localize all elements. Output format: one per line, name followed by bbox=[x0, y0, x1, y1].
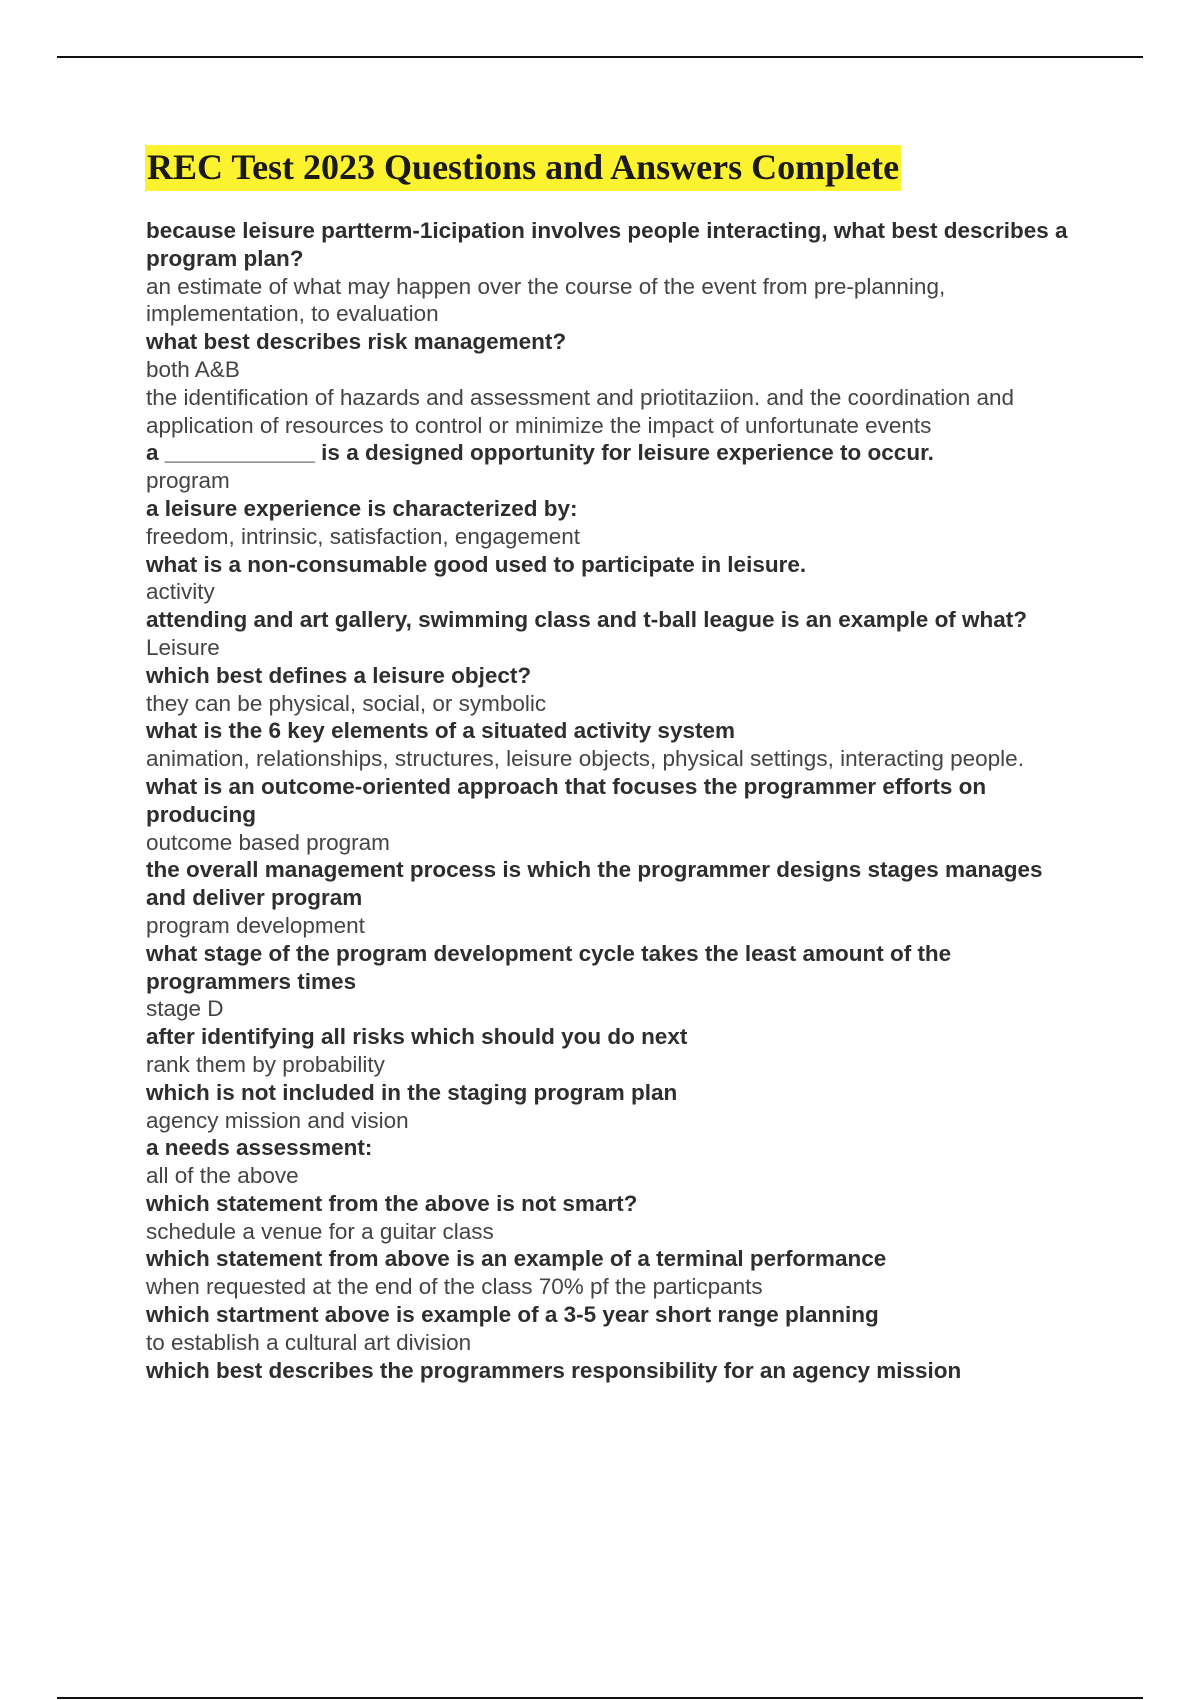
answer: agency mission and vision bbox=[146, 1107, 409, 1133]
question: a leisure experience is characterized by: bbox=[146, 495, 578, 521]
answer: rank them by probability bbox=[146, 1051, 385, 1077]
question: which statement from the above is not smart? bbox=[146, 1190, 638, 1216]
top-rule bbox=[57, 56, 1143, 58]
answer: freedom, intrinsic, satisfaction, engagement bbox=[146, 523, 580, 549]
question: what stage of the program development cycle takes the least amount of the programmers times bbox=[146, 940, 952, 994]
question: because leisure partterm-1icipation involves people interacting, what best describes a program plan? bbox=[146, 218, 1068, 271]
answer: schedule a venue for a guitar class bbox=[146, 1218, 494, 1244]
question: which startment above is example of a 3-5 year short range planning bbox=[146, 1302, 879, 1328]
answer: the identification of hazards and assessment and priotitaziion. and the coordination and application of resources to control or minimize the impact of unfortunate events bbox=[146, 384, 1015, 438]
bottom-rule bbox=[57, 1697, 1143, 1699]
question: a needs assessment: bbox=[146, 1135, 373, 1161]
qa-list bbox=[146, 217, 1086, 1384]
answer: when requested at the end of the class 70% pf the particpants bbox=[146, 1274, 763, 1300]
question: what is an outcome-oriented approach that focuses the programmer efforts on producing bbox=[146, 773, 987, 827]
question: which best defines a leisure object? bbox=[146, 662, 532, 688]
answer: to establish a cultural art division bbox=[146, 1329, 472, 1355]
answer: all of the above bbox=[146, 1163, 299, 1189]
answer: activity bbox=[146, 579, 215, 605]
question: what best describes risk management? bbox=[146, 329, 567, 355]
answer: outcome based program bbox=[146, 829, 390, 855]
question: what is the 6 key elements of a situated activity system bbox=[146, 718, 735, 744]
answer: they can be physical, social, or symbolic bbox=[146, 690, 547, 716]
question: a ____________ is a designed opportunity for leisure experience to occur. bbox=[146, 440, 934, 466]
answer: stage D bbox=[146, 996, 224, 1022]
answer: animation, relationships, structures, leisure objects, physical settings, interacting people. bbox=[146, 746, 1024, 772]
answer: program bbox=[146, 468, 230, 494]
question: the overall management process is which the programmer designs stages manages and deliver program bbox=[146, 857, 1043, 911]
answer: both A&B bbox=[146, 356, 240, 382]
question: which best describes the programmers responsibility for an agency mission bbox=[146, 1357, 962, 1383]
question: what is a non-consumable good used to participate in leisure. bbox=[146, 551, 807, 577]
answer: Leisure bbox=[146, 634, 220, 660]
answer: program development bbox=[146, 912, 365, 938]
answer: an estimate of what may happen over the course of the event from pre-planning, implementation, to evaluation bbox=[146, 273, 946, 327]
question: attending and art gallery, swimming class and t-ball league is an example of what? bbox=[146, 607, 1028, 633]
question: which statement from above is an example of a terminal performance bbox=[146, 1246, 887, 1272]
question: after identifying all risks which should you do next bbox=[146, 1024, 688, 1050]
document-title: REC Test 2023 Questions and Answers Complete bbox=[145, 145, 901, 191]
question: which is not included in the staging program plan bbox=[146, 1079, 678, 1105]
